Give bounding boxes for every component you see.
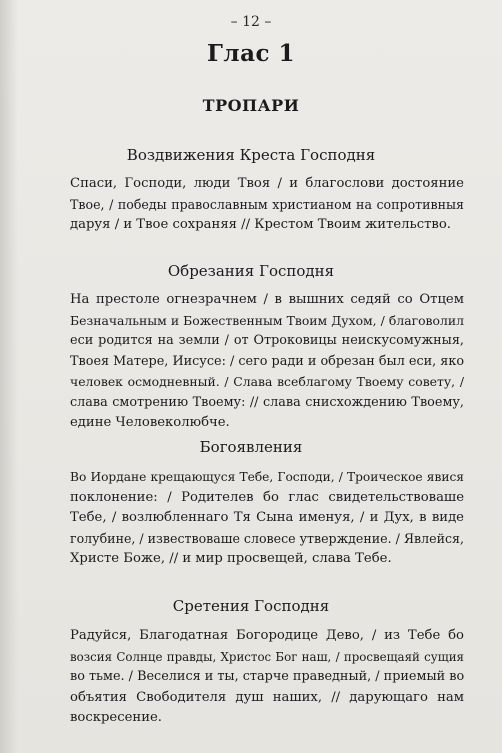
text-line: объятия Свободителя душ наших, // дарующаго нам [70,689,464,705]
section-title: Воздвижения Креста Господня [126,146,376,164]
section-text [70,174,464,236]
text-line: поклонение: / Родителев бо глас свидетельствоваше [70,489,464,505]
text-line: Тебе, / возлюбленнаго Тя Сына именуя, / и Дух, в виде [70,510,464,525]
text-line: На престоле огнезрачнем / в вышних седяй со Отцем [70,292,464,307]
page-heading: Глас 1 [206,40,295,67]
text-line: во тьме. / Веселися и ты, старче праведный, / приемый во [70,669,465,684]
section-title: Обрезания Господня [167,262,335,280]
text-line: Твое, / победы православным христианом на сопротивныя [70,196,464,212]
text-line: едине Человеколюбче. [70,415,230,430]
text-line: голубине, / извествоваше словесе утверждение. / Явлейся, [70,530,464,546]
text-line: слава смотрению Твоему: // слава снисхождению Твоему, [70,394,464,410]
text-line: даруя / и Твое сохраняя // Крестом Твоим жительство. [70,217,451,232]
text-line: Во Иордане крещающуся Тебе, Господи, / Троическое явися [70,470,464,484]
text-line: Спаси, Господи, люди Твоя / и благослови достояние [70,176,464,191]
text-line: Безначальным и Божественным Твоим Духом, / благоволил [70,312,464,328]
section-title: Сретения Господня [172,597,330,615]
text-line: воскресение. [70,710,163,725]
section-text [70,626,464,729]
text-line: человек осмодневный. / Слава всеблагому Твоему совету, / [70,374,464,389]
text-line: Христе Боже, // и мир просвещей, слава Тебе. [70,551,392,566]
text-line: возсия Солнце правды, Христос Бог наш, / просвещаяй сущия [70,649,464,664]
section-text [70,290,464,434]
text-line: Радуйся, Благодатная Богородице Дево, / из Тебе бо [70,628,464,643]
text-line: Твоея Матере, Иисусе: / сего ради и обрезан был еси, яко [70,353,465,369]
section-text [70,467,464,570]
section-title: Богоявления [199,438,303,456]
page-number: – 12 – [230,14,272,30]
page-subheading: ТРОПАРИ [202,96,300,115]
text-line: еси родится на земли / от Отроковицы неискусомужныя, [70,333,464,348]
